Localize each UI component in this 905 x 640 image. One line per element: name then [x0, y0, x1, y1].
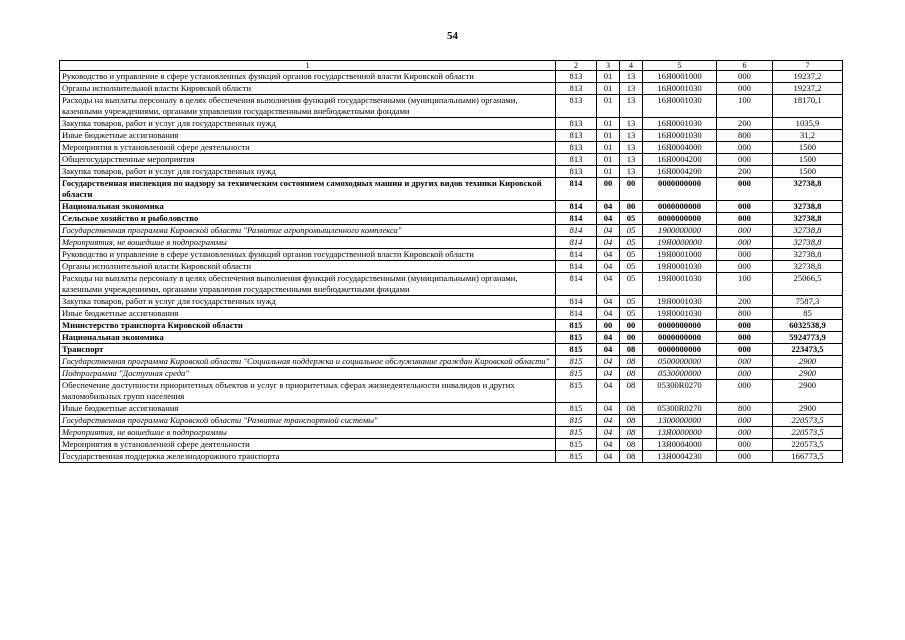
row-code-cell: 815: [556, 427, 597, 439]
table-row: [60, 178, 843, 201]
row-name-cell: Расходы на выплаты персоналу в целях обеспечения выполнения функций государственными (муниципальными) органами, казенными учреждениями, органами управления государственными внебюджетными фондами: [60, 273, 556, 296]
row-target-article-cell: 0000000000: [643, 320, 717, 332]
row-target-article-cell: 13Я0000000: [643, 427, 717, 439]
row-expense-type-cell: 800: [717, 308, 773, 320]
row-name-cell: Обеспечение доступности приоритетных объектов и услуг в приоритетных сферах жизнедеятельности инвалидов и других маломобильных групп населения: [60, 380, 556, 403]
row-name-cell: Государственная программа Кировской области "Развитие транспортной системы": [60, 415, 556, 427]
row-name-cell: Государственная поддержка железнодорожного транспорта: [60, 451, 556, 463]
table-row: [60, 225, 843, 237]
row-target-article-cell: 16Я0001030: [643, 95, 717, 118]
row-name-cell: Мероприятия, не вошедшие в подпрограммы: [60, 427, 556, 439]
row-amount-cell: 32738,8: [773, 261, 843, 273]
table-row: [60, 344, 843, 356]
row-section-cell: 04: [597, 380, 620, 403]
row-code-cell: 815: [556, 344, 597, 356]
row-target-article-cell: 19Я0001030: [643, 261, 717, 273]
row-name-cell: Расходы на выплаты персоналу в целях обеспечения выполнения функций государственными (муниципальными) органами, казенными учреждениями, органами управления государственными внебюджетными фондами: [60, 95, 556, 118]
table-row: [60, 403, 843, 415]
row-target-article-cell: 0000000000: [643, 201, 717, 213]
row-expense-type-cell: 000: [717, 439, 773, 451]
row-target-article-cell: 1900000000: [643, 225, 717, 237]
row-code-cell: 813: [556, 154, 597, 166]
table-row: [60, 320, 843, 332]
row-code-cell: 815: [556, 320, 597, 332]
row-expense-type-cell: 800: [717, 130, 773, 142]
row-name-cell: Министерство транспорта Кировской области: [60, 320, 556, 332]
budget-table: [59, 60, 843, 463]
table-row: [60, 237, 843, 249]
row-target-article-cell: 16Я0004000: [643, 142, 717, 154]
table-row: [60, 166, 843, 178]
row-expense-type-cell: 000: [717, 344, 773, 356]
column-header: 7: [773, 61, 843, 71]
row-section-cell: 01: [597, 130, 620, 142]
row-expense-type-cell: 000: [717, 332, 773, 344]
row-target-article-cell: 19Я0001000: [643, 249, 717, 261]
row-subsection-cell: 08: [620, 380, 643, 403]
table-row: [60, 154, 843, 166]
row-target-article-cell: 0000000000: [643, 213, 717, 225]
row-name-cell: Руководство и управление в сфере установленных функций органов государственной власти Кировской области: [60, 249, 556, 261]
row-subsection-cell: 08: [620, 439, 643, 451]
row-name-cell: Национальная экономика: [60, 332, 556, 344]
table-body: [60, 61, 843, 463]
row-amount-cell: 2900: [773, 368, 843, 380]
table-row: [60, 130, 843, 142]
row-expense-type-cell: 000: [717, 201, 773, 213]
row-expense-type-cell: 000: [717, 415, 773, 427]
row-code-cell: 814: [556, 296, 597, 308]
row-amount-cell: 7587,3: [773, 296, 843, 308]
row-expense-type-cell: 000: [717, 237, 773, 249]
row-target-article-cell: 13Я0004000: [643, 439, 717, 451]
row-amount-cell: 1500: [773, 142, 843, 154]
row-expense-type-cell: 200: [717, 166, 773, 178]
row-expense-type-cell: 000: [717, 368, 773, 380]
row-subsection-cell: 00: [620, 201, 643, 213]
row-code-cell: 813: [556, 166, 597, 178]
row-name-cell: Закупка товаров, работ и услуг для государственных нужд: [60, 118, 556, 130]
row-code-cell: 815: [556, 332, 597, 344]
row-subsection-cell: 13: [620, 166, 643, 178]
row-target-article-cell: 16Я0001030: [643, 83, 717, 95]
row-expense-type-cell: 000: [717, 261, 773, 273]
row-subsection-cell: 05: [620, 273, 643, 296]
row-subsection-cell: 05: [620, 237, 643, 249]
row-expense-type-cell: 000: [717, 142, 773, 154]
row-section-cell: 04: [597, 332, 620, 344]
row-section-cell: 04: [597, 201, 620, 213]
row-subsection-cell: 13: [620, 154, 643, 166]
row-expense-type-cell: 000: [717, 320, 773, 332]
row-subsection-cell: 00: [620, 178, 643, 201]
row-section-cell: 04: [597, 403, 620, 415]
table-row: [60, 249, 843, 261]
row-expense-type-cell: 000: [717, 249, 773, 261]
row-name-cell: Закупка товаров, работ и услуг для государственных нужд: [60, 166, 556, 178]
row-amount-cell: 5924773,9: [773, 332, 843, 344]
row-subsection-cell: 08: [620, 368, 643, 380]
row-code-cell: 813: [556, 71, 597, 83]
column-header: 5: [643, 61, 717, 71]
column-header: 6: [717, 61, 773, 71]
row-subsection-cell: 08: [620, 403, 643, 415]
row-expense-type-cell: 000: [717, 225, 773, 237]
row-section-cell: 04: [597, 368, 620, 380]
table-row: [60, 142, 843, 154]
row-code-cell: 814: [556, 178, 597, 201]
row-code-cell: 815: [556, 380, 597, 403]
row-code-cell: 814: [556, 261, 597, 273]
row-section-cell: 04: [597, 261, 620, 273]
row-code-cell: 815: [556, 368, 597, 380]
row-amount-cell: 19237,2: [773, 83, 843, 95]
row-subsection-cell: 05: [620, 261, 643, 273]
row-name-cell: Сельское хозяйство и рыболовство: [60, 213, 556, 225]
row-target-article-cell: 19Я0001030: [643, 308, 717, 320]
table-row: [60, 439, 843, 451]
table-header-row: [60, 61, 843, 71]
row-code-cell: 814: [556, 249, 597, 261]
row-subsection-cell: 00: [620, 320, 643, 332]
table-row: [60, 415, 843, 427]
table-row: [60, 83, 843, 95]
row-subsection-cell: 13: [620, 95, 643, 118]
row-section-cell: 04: [597, 356, 620, 368]
row-section-cell: 04: [597, 213, 620, 225]
row-amount-cell: 2900: [773, 403, 843, 415]
row-expense-type-cell: 200: [717, 118, 773, 130]
row-amount-cell: 18170,1: [773, 95, 843, 118]
row-code-cell: 815: [556, 439, 597, 451]
row-expense-type-cell: 000: [717, 83, 773, 95]
row-name-cell: Иные бюджетные ассигнования: [60, 308, 556, 320]
row-expense-type-cell: 000: [717, 154, 773, 166]
row-amount-cell: 1500: [773, 166, 843, 178]
row-amount-cell: 220573,5: [773, 415, 843, 427]
row-name-cell: Государственная программа Кировской области "Развитие агропромышленного комплекса": [60, 225, 556, 237]
table-row: [60, 201, 843, 213]
row-amount-cell: 1035,9: [773, 118, 843, 130]
row-target-article-cell: 0000000000: [643, 344, 717, 356]
row-code-cell: 814: [556, 213, 597, 225]
row-code-cell: 815: [556, 403, 597, 415]
row-section-cell: 01: [597, 154, 620, 166]
row-amount-cell: 166773,5: [773, 451, 843, 463]
row-section-cell: 04: [597, 225, 620, 237]
row-section-cell: 00: [597, 320, 620, 332]
row-section-cell: 04: [597, 249, 620, 261]
table-row: [60, 118, 843, 130]
row-name-cell: Иные бюджетные ассигнования: [60, 130, 556, 142]
table-row: [60, 296, 843, 308]
column-header: 3: [597, 61, 620, 71]
row-section-cell: 04: [597, 451, 620, 463]
row-expense-type-cell: 000: [717, 213, 773, 225]
row-subsection-cell: 05: [620, 249, 643, 261]
row-name-cell: Иные бюджетные ассигнования: [60, 403, 556, 415]
row-amount-cell: 223473,5: [773, 344, 843, 356]
row-section-cell: 04: [597, 427, 620, 439]
row-expense-type-cell: 000: [717, 380, 773, 403]
table-row: [60, 368, 843, 380]
row-target-article-cell: 16Я0004200: [643, 166, 717, 178]
row-code-cell: 813: [556, 83, 597, 95]
row-name-cell: Национальная экономика: [60, 201, 556, 213]
table-row: [60, 332, 843, 344]
row-subsection-cell: 13: [620, 71, 643, 83]
row-target-article-cell: 19Я0001030: [643, 296, 717, 308]
row-expense-type-cell: 000: [717, 451, 773, 463]
row-amount-cell: 2900: [773, 356, 843, 368]
column-header: 2: [556, 61, 597, 71]
row-name-cell: Мероприятия в установленной сфере деятельности: [60, 439, 556, 451]
row-target-article-cell: 16Я0001030: [643, 130, 717, 142]
row-code-cell: 814: [556, 273, 597, 296]
column-header: 4: [620, 61, 643, 71]
row-code-cell: 814: [556, 237, 597, 249]
row-section-cell: 04: [597, 237, 620, 249]
row-amount-cell: 32738,8: [773, 178, 843, 201]
row-subsection-cell: 08: [620, 344, 643, 356]
row-amount-cell: 32738,8: [773, 213, 843, 225]
row-name-cell: Государственная инспекция по надзору за техническим состоянием самоходных машин и других видов техники Кировской области: [60, 178, 556, 201]
row-section-cell: 01: [597, 71, 620, 83]
row-amount-cell: 220573,5: [773, 439, 843, 451]
row-name-cell: Руководство и управление в сфере установленных функций органов государственной власти Кировской области: [60, 71, 556, 83]
row-expense-type-cell: 100: [717, 273, 773, 296]
row-code-cell: 815: [556, 415, 597, 427]
row-amount-cell: 6032538,9: [773, 320, 843, 332]
row-subsection-cell: 08: [620, 427, 643, 439]
row-expense-type-cell: 200: [717, 296, 773, 308]
row-section-cell: 01: [597, 83, 620, 95]
row-target-article-cell: 05300R0270: [643, 380, 717, 403]
row-section-cell: 04: [597, 415, 620, 427]
row-name-cell: Органы исполнительной власти Кировской области: [60, 83, 556, 95]
row-expense-type-cell: 000: [717, 356, 773, 368]
row-subsection-cell: 08: [620, 415, 643, 427]
row-target-article-cell: 0500000000: [643, 356, 717, 368]
row-subsection-cell: 05: [620, 296, 643, 308]
row-name-cell: Закупка товаров, работ и услуг для государственных нужд: [60, 296, 556, 308]
column-header: 1: [60, 61, 556, 71]
row-section-cell: 04: [597, 308, 620, 320]
row-expense-type-cell: 000: [717, 71, 773, 83]
row-section-cell: 01: [597, 142, 620, 154]
table-row: [60, 213, 843, 225]
table-row: [60, 380, 843, 403]
row-amount-cell: 32738,8: [773, 225, 843, 237]
row-amount-cell: 220573,5: [773, 427, 843, 439]
row-amount-cell: 2900: [773, 380, 843, 403]
row-amount-cell: 31,2: [773, 130, 843, 142]
row-subsection-cell: 05: [620, 225, 643, 237]
row-amount-cell: 1500: [773, 154, 843, 166]
row-section-cell: 04: [597, 344, 620, 356]
row-name-cell: Подпрограмма "Доступная среда": [60, 368, 556, 380]
row-target-article-cell: 0530000000: [643, 368, 717, 380]
row-code-cell: 814: [556, 225, 597, 237]
row-section-cell: 04: [597, 296, 620, 308]
row-target-article-cell: 16Я0001030: [643, 118, 717, 130]
row-subsection-cell: 13: [620, 130, 643, 142]
row-subsection-cell: 05: [620, 213, 643, 225]
row-target-article-cell: 13Я0004230: [643, 451, 717, 463]
row-expense-type-cell: 000: [717, 178, 773, 201]
row-name-cell: Государственная программа Кировской области "Социальная поддержка и социальное обслуживание граждан Кировской области": [60, 356, 556, 368]
table-row: [60, 451, 843, 463]
row-amount-cell: 32738,8: [773, 249, 843, 261]
row-expense-type-cell: 800: [717, 403, 773, 415]
row-target-article-cell: 19Я0000000: [643, 237, 717, 249]
row-name-cell: Мероприятия, не вошедшие в подпрограммы: [60, 237, 556, 249]
row-target-article-cell: 16Я0001000: [643, 71, 717, 83]
row-target-article-cell: 1300000000: [643, 415, 717, 427]
row-section-cell: 00: [597, 178, 620, 201]
row-subsection-cell: 13: [620, 142, 643, 154]
row-target-article-cell: 16Я0004200: [643, 154, 717, 166]
row-code-cell: 813: [556, 95, 597, 118]
row-code-cell: 815: [556, 356, 597, 368]
table-row: [60, 356, 843, 368]
budget-table-container: [59, 60, 843, 463]
row-amount-cell: 32738,8: [773, 201, 843, 213]
table-row: [60, 95, 843, 118]
row-name-cell: Органы исполнительной власти Кировской области: [60, 261, 556, 273]
row-expense-type-cell: 100: [717, 95, 773, 118]
row-subsection-cell: 08: [620, 356, 643, 368]
row-section-cell: 01: [597, 166, 620, 178]
row-code-cell: 815: [556, 451, 597, 463]
row-section-cell: 04: [597, 439, 620, 451]
row-subsection-cell: 05: [620, 308, 643, 320]
row-name-cell: Транспорт: [60, 344, 556, 356]
row-target-article-cell: 19Я0001030: [643, 273, 717, 296]
table-row: [60, 273, 843, 296]
row-code-cell: 813: [556, 142, 597, 154]
row-code-cell: 813: [556, 130, 597, 142]
table-row: [60, 427, 843, 439]
row-code-cell: 814: [556, 201, 597, 213]
row-name-cell: Мероприятия в установленной сфере деятельности: [60, 142, 556, 154]
row-subsection-cell: 08: [620, 451, 643, 463]
row-amount-cell: 25066,5: [773, 273, 843, 296]
row-subsection-cell: 13: [620, 118, 643, 130]
table-row: [60, 71, 843, 83]
row-name-cell: Общегосударственные мероприятия: [60, 154, 556, 166]
row-code-cell: 814: [556, 308, 597, 320]
table-row: [60, 308, 843, 320]
row-amount-cell: 85: [773, 308, 843, 320]
row-amount-cell: 19237,2: [773, 71, 843, 83]
row-section-cell: 01: [597, 118, 620, 130]
row-code-cell: 813: [556, 118, 597, 130]
page-number: 54: [447, 30, 458, 42]
row-subsection-cell: 13: [620, 83, 643, 95]
table-row: [60, 261, 843, 273]
row-amount-cell: 32738,8: [773, 237, 843, 249]
row-section-cell: 04: [597, 273, 620, 296]
row-target-article-cell: 0000000000: [643, 178, 717, 201]
row-target-article-cell: 0000000000: [643, 332, 717, 344]
row-section-cell: 01: [597, 95, 620, 118]
row-subsection-cell: 00: [620, 332, 643, 344]
row-expense-type-cell: 000: [717, 427, 773, 439]
row-target-article-cell: 05300R0270: [643, 403, 717, 415]
